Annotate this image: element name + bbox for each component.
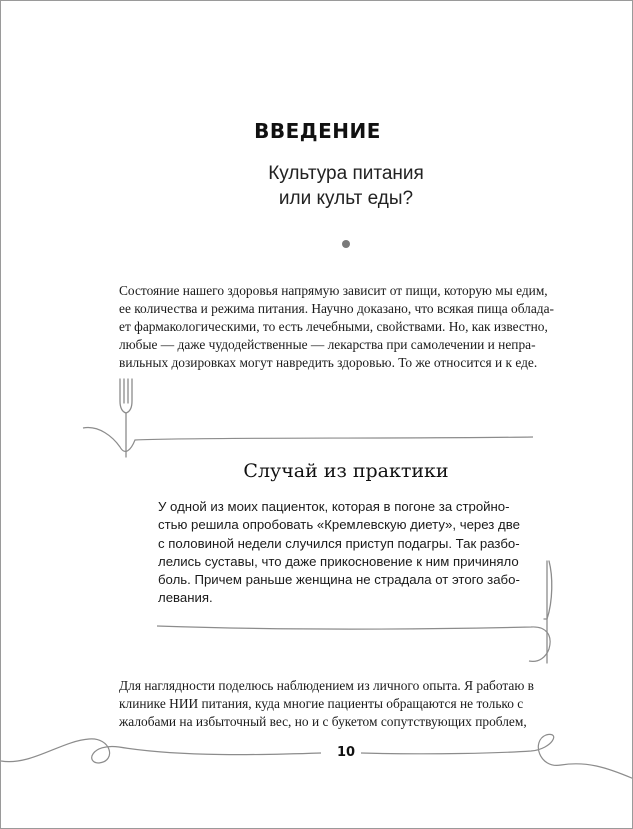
paragraph-line: жалобами на избыточный вес, но и с букетом сопутствующих проблем, (119, 714, 527, 729)
fork-icon (120, 379, 132, 457)
divider-line-lower (157, 626, 550, 661)
case-line: левания. (158, 590, 213, 606)
chapter-heading: ВВЕДЕНИЕ (254, 119, 381, 143)
subtitle-line: или культ еды? (278, 188, 414, 209)
paragraph-line: Состояние нашего здоровья напрямую зависит от пищи, которую мы едим, (119, 283, 548, 298)
paragraph-line: ее количества и режима питания. Научно доказано, что всякая пища облада- (119, 301, 555, 316)
closing-paragraph (119, 677, 579, 731)
case-line: боль. Причем раньше женщина не страдала от этого забо- (158, 572, 520, 588)
paragraph-line: вильных дозировках могут навредить здоровью. То же относится и к еде. (119, 355, 538, 370)
case-line: с половиной недели случился приступ подагры. Так разбо- (158, 535, 520, 551)
subtitle-line: Культура питания (268, 163, 424, 184)
chapter-subtitle (1, 161, 633, 211)
divider-line-upper (83, 428, 533, 452)
paragraph-line: ет фармакологическими, то есть лечебными, свойствами. Но, как известно, (119, 319, 548, 334)
page-number: 10 (336, 745, 356, 760)
case-line: стью решила опробовать «Кремлевскую диету», через две (158, 517, 520, 533)
case-box-title: Случай из практики (243, 460, 449, 482)
case-line: У одной из моих пациенток, которая в погоне за стройно- (158, 499, 510, 514)
intro-paragraph (119, 282, 579, 372)
paragraph-line: Для наглядности поделюсь наблюдением из личного опыта. Я работаю в (119, 678, 535, 693)
section-dot (342, 240, 350, 248)
paragraph-line: клинике НИИ питания, куда многие пациенты обращаются не только с (119, 696, 524, 711)
case-line: лелись суставы, что даже прикосновение к ним причиняло (158, 553, 519, 569)
paragraph-line: любые — даже чудодейственные — лекарства при самолечении и непра- (119, 337, 536, 352)
case-box-text (158, 498, 578, 608)
